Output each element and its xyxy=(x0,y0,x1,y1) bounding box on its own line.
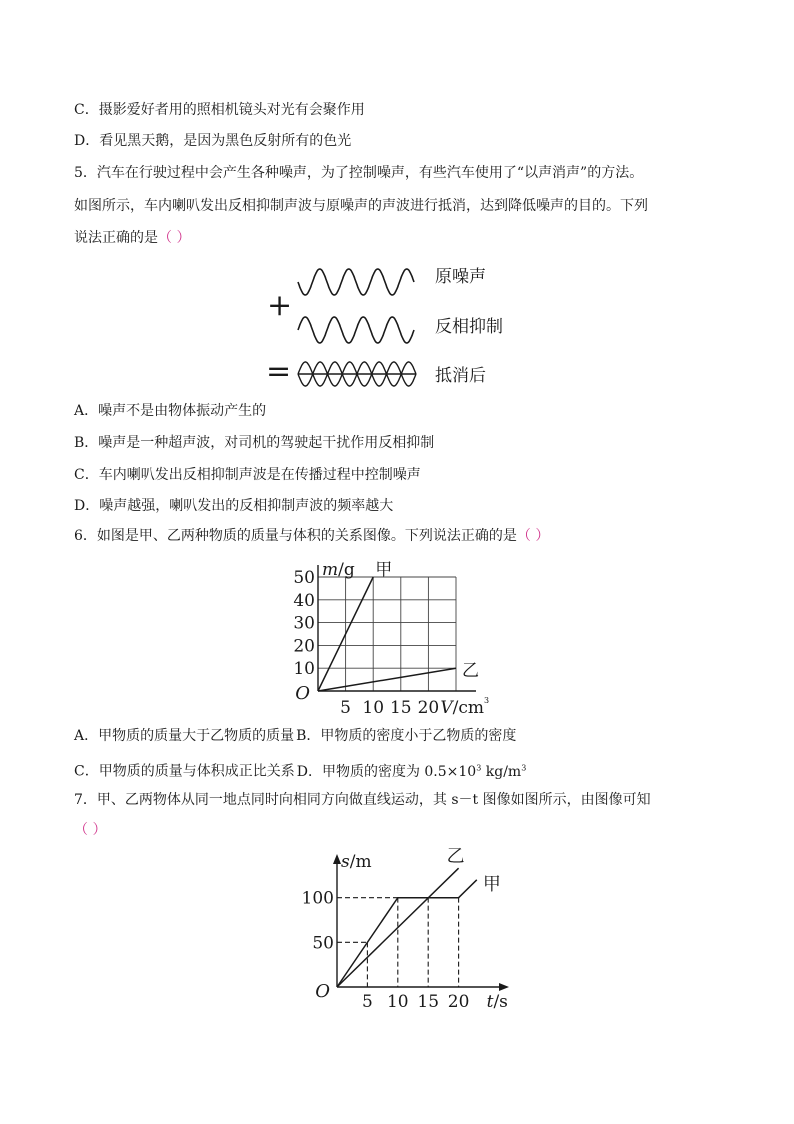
q5-option-d: D．噪声越强，喇叭发出的反相抑制声波的频率越大 xyxy=(74,498,394,514)
q5-stem-line-1: 5．汽车在行驶过程中会产生各种噪声，为了控制噪声，有些汽车使用了“以声消声”的方法。 xyxy=(74,165,644,181)
x-tick-label: 5 xyxy=(340,698,352,718)
q5-stem-line-3 xyxy=(74,228,190,248)
y-axis-arrow xyxy=(333,854,341,864)
q5-answer-paren: （ ） xyxy=(158,230,191,246)
x-tick-label: 20 xyxy=(447,992,470,1012)
q6-stem-line xyxy=(74,526,549,546)
origin-label: O xyxy=(295,683,310,704)
series-line-yi xyxy=(337,868,459,987)
q6-stem-text: 6．如图是甲、乙两种物质的质量与体积的关系图像。下列说法正确的是 xyxy=(74,528,517,544)
series-label-jia: 甲 xyxy=(482,873,501,895)
x-tick-label: 15 xyxy=(417,992,440,1012)
y-tick-label: 40 xyxy=(293,590,315,611)
series-label-jia: 甲 xyxy=(375,560,393,580)
inverse-wave xyxy=(298,317,414,343)
y-axis-label xyxy=(341,852,372,872)
distance-time-chart xyxy=(292,842,522,1014)
y-axis-variable: m xyxy=(322,560,339,580)
y-axis-variable: s xyxy=(341,852,350,872)
q6-options-row-2 xyxy=(74,758,526,782)
q6-option-d: D．甲物质的密度为 $0.5\times 10^3$ $kg/m^3$ xyxy=(296,763,527,780)
x-axis-unit: /cm xyxy=(452,698,485,718)
q6-options-row-1 xyxy=(74,726,516,746)
label-inverse-suppression: 反相抑制 xyxy=(435,317,503,337)
q4-option-c: C．摄影爱好者用的照相机镜头对光有会聚作用 xyxy=(74,102,365,118)
label-after-cancel: 抵消后 xyxy=(435,366,486,386)
q6-answer-paren: （ ） xyxy=(516,528,550,544)
mass-volume-chart xyxy=(280,556,510,718)
x-axis-unit-superscript: 3 xyxy=(484,696,490,705)
q6-option-b: B．甲物质的密度小于乙物质的密度 xyxy=(296,728,517,744)
q6-option-a: A．甲物质的质量大于乙物质的质量 xyxy=(74,728,295,744)
label-original-noise: 原噪声 xyxy=(435,267,486,287)
x-axis-variable: t xyxy=(486,992,494,1012)
x-tick-label: 5 xyxy=(361,992,373,1012)
q7-stem-line: 7．甲、乙两物体从同一地点同时向相同方向做直线运动，其 s－t 图像如图所示，由图像可知 xyxy=(74,792,651,808)
y-tick-label: 20 xyxy=(293,636,315,657)
q5-stem-line-2: 如图所示，车内喇叭发出反相抑制声波与原噪声的声波进行抵消，达到降低噪声的目的。下列 xyxy=(74,198,648,214)
sound-cancellation-figure xyxy=(262,258,532,392)
x-tick-label: 10 xyxy=(362,698,385,718)
x-tick-label: 10 xyxy=(386,992,409,1012)
equals-sign: = xyxy=(266,354,292,389)
y-axis-label xyxy=(322,560,355,580)
series-line-yi xyxy=(318,668,456,691)
q7-answer-paren: （ ） xyxy=(74,822,107,838)
q5-option-c: C．车内喇叭发出反相抑制声波是在传播过程中控制噪声 xyxy=(74,467,421,483)
origin-label: O xyxy=(315,981,330,1002)
series-label-yi: 乙 xyxy=(446,846,465,868)
x-axis-arrow xyxy=(499,983,509,991)
q6-option-c: C．甲物质的质量与体积成正比关系 xyxy=(74,763,295,780)
q7-answer-paren-line xyxy=(74,820,106,840)
y-tick-label: 10 xyxy=(293,659,315,680)
x-tick-label: 15 xyxy=(389,698,412,718)
plus-sign: + xyxy=(267,288,293,323)
q4-option-d: D．看见黑天鹅，是因为黑色反射所有的色光 xyxy=(74,133,352,149)
series-label-yi: 乙 xyxy=(462,661,479,682)
y-tick-label: 50 xyxy=(293,568,315,588)
y-tick-label: 50 xyxy=(312,933,334,954)
q5-stem-text: 说法正确的是 xyxy=(74,230,158,246)
x-axis-label xyxy=(487,992,508,1012)
q5-option-a: A．噪声不是由物体振动产生的 xyxy=(74,403,267,419)
y-axis-unit: /m xyxy=(349,852,372,872)
x-axis-unit: /s xyxy=(493,992,508,1012)
q5-option-b: B．噪声是一种超声波，对司机的驾驶起干扰作用反相抑制 xyxy=(74,435,435,451)
x-axis-label xyxy=(440,696,489,718)
series-line-jia xyxy=(337,880,477,987)
y-axis-unit: /g xyxy=(338,560,355,580)
y-tick-label: 100 xyxy=(301,888,334,909)
y-tick-label: 30 xyxy=(293,613,315,634)
x-axis-variable: V xyxy=(440,698,453,718)
x-tick-label: 20 xyxy=(417,698,440,718)
original-noise-wave xyxy=(298,269,414,295)
